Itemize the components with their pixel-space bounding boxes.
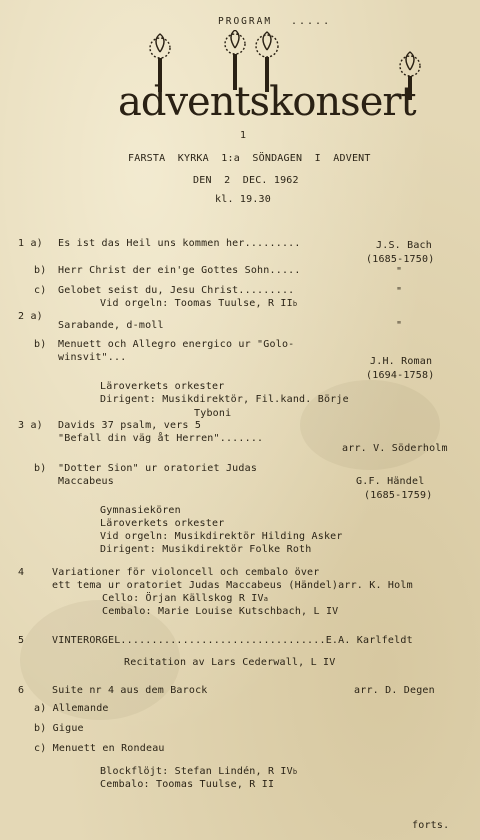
item-2-performer-3: Tyboni xyxy=(194,408,232,419)
item-1a-years: (1685-1750) xyxy=(366,254,435,265)
item-6-title: Suite nr 4 aus dem Barock xyxy=(52,685,208,696)
item-3a-title-line1: Davids 37 psalm, vers 5 xyxy=(58,420,202,431)
item-3b-title-line2: Maccabeus xyxy=(58,476,114,487)
item-3-performer-3: Vid orgeln: Musikdirektör Hilding Asker xyxy=(100,531,343,542)
item-5-number: 5 xyxy=(18,635,25,646)
item-3-performer-1: Gymnasiekören xyxy=(100,505,181,516)
item-1a-composer: J.S. Bach xyxy=(376,240,432,251)
item-6-performer-2: Cembalo: Toomas Tuulse, R II xyxy=(100,779,275,790)
item-3b-composer: G.F. Händel xyxy=(356,476,425,487)
item-2b-title-line2: winsvit"... xyxy=(58,352,127,363)
item-6-number: 6 xyxy=(18,685,25,696)
item-2-number: 2 a) xyxy=(18,311,43,322)
item-3b-years: (1685-1759) xyxy=(364,490,433,501)
item-2b-title-line1: Menuett och Allegro energico ur "Golo- xyxy=(58,339,295,350)
item-4-title-line1: Variationer för violoncell och cembalo över xyxy=(52,567,320,578)
page-number: 1 xyxy=(240,130,247,141)
program-label: PROGRAM xyxy=(218,16,273,27)
item-1c-title: Gelobet seist du, Jesu Christ......... xyxy=(58,285,295,296)
item-1c-label: c) xyxy=(34,285,47,296)
item-6-performer-1: Blockflöjt: Stefan Lindén, R $IV^b$ xyxy=(100,766,298,777)
item-6a: a) Allemande xyxy=(34,703,109,714)
item-3-performer-4: Dirigent: Musikdirektör Folke Roth xyxy=(100,544,312,555)
continued-note: forts. xyxy=(412,820,450,831)
item-3b-label: b) xyxy=(34,463,47,474)
item-4-performer-2: Cembalo: Marie Louise Kutschbach, L IV xyxy=(102,606,339,617)
item-2a-title: Sarabande, d-moll xyxy=(58,320,164,331)
item-3b-title-line1: "Dotter Sion" ur oratoriet Judas xyxy=(58,463,258,474)
item-4-performer-1: Cello: Örjan Källskog R $IV^a$ xyxy=(102,593,269,604)
concert-title: adventskonsert xyxy=(118,79,416,125)
item-5-title: VINTERORGEL.................................E.A. Karlfeldt xyxy=(52,635,413,646)
item-6b: b) Gigue xyxy=(34,723,84,734)
item-1a-title: Es ist das Heil uns kommen her......... xyxy=(58,238,301,249)
item-1b-label: b) xyxy=(34,265,47,276)
item-1b-ditto: " xyxy=(396,266,403,277)
item-1b-title: Herr Christ der ein'ge Gottes Sohn..... xyxy=(58,265,301,276)
item-6-arranger: arr. D. Degen xyxy=(354,685,435,696)
item-2-performer-1: Läroverkets orkester xyxy=(100,381,225,392)
item-2b-label: b) xyxy=(34,339,47,350)
time-line: kl. 19.30 xyxy=(215,194,271,205)
item-2b-composer: J.H. Roman xyxy=(370,356,433,367)
item-3-performer-2: Läroverkets orkester xyxy=(100,518,225,529)
item-1c-ditto: " xyxy=(396,286,403,297)
item-1-performer: Vid orgeln: Toomas Tuulse, R $II^b$ xyxy=(100,298,298,309)
item-6c: c) Menuett en Rondeau xyxy=(34,743,165,754)
item-2-performer-2: Dirigent: Musikdirektör, Fil.kand. Börje xyxy=(100,394,349,405)
item-4-title-line2: ett tema ur oratoriet Judas Maccabeus (Händel)arr. K. Holm xyxy=(52,580,413,591)
item-4-number: 4 xyxy=(18,567,25,578)
item-2b-years: (1694-1758) xyxy=(366,370,435,381)
item-5-performer: Recitation av Lars Cederwall, L IV xyxy=(124,657,336,668)
item-3a-title-line2: "Befall din väg åt Herren"....... xyxy=(58,433,264,444)
item-3-number: 3 a) xyxy=(18,420,43,431)
item-3a-arranger: arr. V. Söderholm xyxy=(342,443,448,454)
item-2a-ditto: " xyxy=(396,320,403,331)
venue-line: FARSTA KYRKA 1:a SÖNDAGEN I ADVENT xyxy=(128,153,371,164)
item-1-number: 1 a) xyxy=(18,238,43,249)
date-line: DEN 2 DEC. 1962 xyxy=(193,175,299,186)
program-dots: ..... xyxy=(291,16,332,27)
